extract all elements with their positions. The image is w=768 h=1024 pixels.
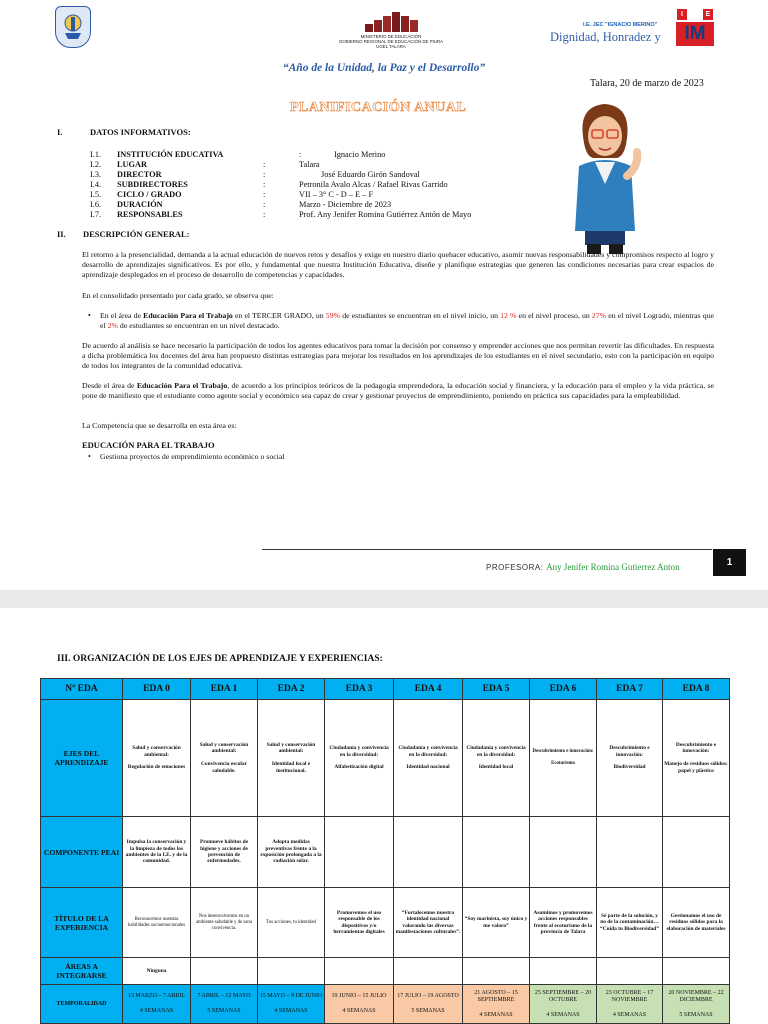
info-colon: :	[263, 210, 266, 219]
table-cell: Asumimos y promovemos acciones responsables frente al ecoturismo de la provincia de Talara	[530, 888, 597, 958]
competence-item: Gestiona proyectos de emprendimiento económico o social	[100, 452, 285, 461]
table-cell: Nos desenvolvemos en un ambiente saludable y de sana convivencia.	[191, 888, 258, 958]
results-text-1: En el área de	[100, 311, 144, 320]
section-3-title: III. ORGANIZACIÓN DE LOS EJES DE APRENDIZAJE Y EXPERIENCIAS:	[57, 654, 383, 664]
table-cell: Adopta medidas preventivas frente a la exposición prolongada a la radiación solar.	[258, 817, 325, 888]
temporality-weeks: 4 SEMANAS	[612, 1011, 647, 1018]
info-colon: :	[263, 180, 266, 189]
paragraph-analysis: De acuerdo al análisis se hace necesario la participación de todos los agentes educativos para tomar la decisión por consenso y emprender acciones que nos permitan revertir las dificultades. En respuesta a dicha problemática los docentes del área han propuesto distintas estrategias para mejorar los resultados en los aprendizajes de los estudiantes en el nivel secundario, esto con la participación en equipo de todos los integrantes de la comunidad educativa.	[82, 341, 714, 370]
table-cell	[597, 700, 663, 817]
temporality-cell	[597, 985, 663, 1024]
row-label: COMPONENTE PEAI	[41, 817, 123, 888]
temporality-range: 25 SEPTIEMBRE – 20 OCTUBRE	[534, 989, 592, 1003]
info-label: SUBDIRECTORES	[117, 180, 188, 189]
logo-letter-2: E	[703, 9, 713, 20]
header-cell: Nº EDA	[41, 679, 123, 700]
logo-letter-1: I	[677, 9, 687, 20]
info-label: RESPONSABLES	[117, 210, 183, 219]
header-cell: EDA 0	[123, 679, 191, 700]
table-cell	[530, 700, 597, 817]
eda-table	[40, 678, 730, 1024]
eje-top: Ciudadanía y convivencia en la diversidad:	[329, 745, 389, 758]
info-colon: :	[263, 170, 266, 179]
table-cell	[394, 817, 463, 888]
section-2-title-text: DESCRIPCIÓN GENERAL	[83, 229, 187, 239]
section-1-title: DATOS INFORMATIVOS:	[90, 127, 191, 137]
year-title: “Año de la Unidad, la Paz y el Desarrollo”	[282, 62, 486, 74]
row-label: ÁREAS A INTEGRARSE	[41, 958, 123, 985]
table-cell: Ninguna	[123, 958, 191, 985]
info-label: CICLO / GRADO	[117, 190, 182, 199]
temporality-weeks: 5 SEMANAS	[207, 1008, 241, 1014]
school-motto: Dignidad, Honradez y	[550, 30, 661, 44]
info-label: DIRECTOR	[117, 170, 162, 179]
paragraph-intro: El retorno a la presencialidad, demanda a la actual educación de nuevos retos y desafíos y exige en nuestro diario quehacer educativo, asumir nuevas responsabilidades y compromisos respecto al logro y desarrollo de aprendizajes significativos. Es por ello, y fundamental que nuestra Institución Educativa, diseñe y planifique estrategias que generen las condiciones necesarias para crear espacios de aprendizaje desplegados en el proceso de desarrollo de competencias y capacidades.	[82, 250, 714, 279]
table-row-temporality	[41, 985, 730, 1024]
table-cell: “Fortalecemos nuestra identidad nacional valorando las diversas manifestaciones culturales”.	[394, 888, 463, 958]
table-cell	[123, 700, 191, 817]
info-value: Marzo - Diciembre de 2023	[299, 200, 392, 209]
temporality-cell	[258, 985, 325, 1024]
results-pct-proceso: 12 %	[500, 311, 517, 320]
bullet-icon: •	[88, 452, 91, 461]
header-cell: EDA 5	[463, 679, 530, 700]
results-text-3: de estudiantes se encuentran en el nivel inicio, un	[340, 311, 501, 320]
table-cell	[663, 958, 730, 985]
eje-top: Ciudadanía y convivencia en la diversidad:	[398, 745, 458, 758]
temporality-range: 19 JUNIO – 15 JULIO	[331, 993, 387, 999]
eje-bottom: Identidad local	[478, 764, 514, 771]
ugel-logo-icon	[55, 6, 91, 48]
row-label: EJES DEL APRENDIZAJE	[41, 700, 123, 817]
document-date: Talara, 20 de marzo de 2023	[590, 78, 704, 89]
table-cell	[191, 700, 258, 817]
table-cell: Gestionamos el uso de residuos sólidos para la elaboración de materiales	[663, 888, 730, 958]
info-value: VII – 3° C - D – E – F	[299, 190, 374, 199]
area-name: Educación Para el Trabajo	[136, 381, 228, 390]
table-cell: Promovemos el uso responsable de los dispositivos y/o herramientas digitales	[325, 888, 394, 958]
ministry-logo-icon	[361, 10, 421, 32]
header-cell: EDA 1	[191, 679, 258, 700]
table-cell: “Soy marinista, soy único y me valoro”	[463, 888, 530, 958]
temporality-range: 15 MAYO – 9 DE JUNIO	[259, 993, 323, 999]
results-pct-logrado: 27%	[591, 311, 607, 320]
eje-top: Descubrimiento e innovación:	[532, 749, 594, 754]
footer-teacher-name: Any Jenifer Romina Gutierrez Anton	[546, 562, 680, 572]
table-cell	[463, 817, 530, 888]
temporality-weeks: 4 SEMANAS	[342, 1008, 376, 1014]
info-value: Petronila Avalo Alcas / Rafael Rivas Garrido	[299, 180, 448, 189]
header-cell: EDA 8	[663, 679, 730, 700]
table-cell	[258, 700, 325, 817]
eje-top: Salud y conservación ambiental:	[199, 741, 249, 755]
table-row-ejes	[41, 700, 730, 817]
table-cell	[191, 958, 258, 985]
info-label: DURACIÓN	[117, 200, 163, 209]
table-row-titles	[41, 888, 730, 958]
eje-bottom: Identidad local e institucional.	[271, 761, 311, 774]
temporality-cell	[123, 985, 191, 1024]
temporality-cell	[191, 985, 258, 1024]
section-2-number: II.	[57, 229, 66, 239]
temporality-cell	[663, 985, 730, 1024]
table-cell	[463, 700, 530, 817]
info-colon: :	[263, 160, 266, 169]
area-text-2: , de acuerdo a los principios teóricos de la pedagogía emprendedora, la educación social y financiera, y la educación para el empleo y la vida práctica, se pone de manifiesto que el estudiante como agente social y económico sea capaz de crear y gestionar proyectos de emprendimiento, poniendo en práctica sus capacidades para la empleabilidad.	[82, 381, 714, 400]
temporality-range: 17 JULIO – 19 AGOSTO	[397, 993, 459, 999]
table-cell: Sé parte de la solución, y no de la contaminación… “Cuida tu Biodiversidad”	[597, 888, 663, 958]
table-cell	[530, 817, 597, 888]
temporality-cell	[530, 985, 597, 1024]
temporality-cell	[325, 985, 394, 1024]
section-2-heading	[57, 229, 190, 239]
header-cell: EDA 7	[597, 679, 663, 700]
eje-top: Descubrimiento e innovación:	[609, 745, 650, 758]
temporality-weeks: 5 SEMANAS	[411, 1008, 445, 1014]
eje-bottom: Identidad nacional	[406, 764, 450, 771]
results-area: Educación Para el Trabajo	[143, 311, 233, 320]
school-logo-icon	[676, 8, 714, 46]
header-cell: EDA 4	[394, 679, 463, 700]
info-num: I.4.	[90, 180, 102, 189]
table-header-row	[41, 679, 730, 700]
table-cell	[394, 700, 463, 817]
table-cell	[325, 958, 394, 985]
table-row-areas	[41, 958, 730, 985]
results-text-5: en el nivel Logrado, mientras que el	[100, 311, 714, 330]
table-cell	[394, 958, 463, 985]
eje-bottom: Alfabetización digital	[334, 764, 384, 771]
table-cell: Promueve hábitos de higiene y acciones de prevención de enfermedades.	[191, 817, 258, 888]
info-num: I.6.	[90, 200, 102, 209]
info-colon: :	[263, 200, 266, 209]
temporality-range: 23 OCTUBRE – 17 NOVIEMBRE	[605, 989, 654, 1003]
area-title: EDUCACIÓN PARA EL TRABAJO	[82, 440, 215, 450]
table-cell	[325, 817, 394, 888]
table-cell: Impulsa la conservación y la limpieza de todos los ambientes de la I.E. y de la comunidad.	[123, 817, 191, 888]
temporality-cell	[463, 985, 530, 1024]
paragraph-results	[100, 311, 714, 331]
paragraph-area	[82, 381, 714, 401]
paragraph-consolidated: En el consolidado presentado por cada grado, se observa que:	[82, 291, 274, 300]
table-cell	[463, 958, 530, 985]
header-cell: EDA 3	[325, 679, 394, 700]
results-text-6: de estudiantes se encuentran en un nivel destacado.	[117, 321, 280, 330]
info-num: I.3.	[90, 170, 102, 179]
temporality-range: 20 NOVIEMBRE – 22 DICIEMBRE	[668, 989, 724, 1003]
footer-teacher	[486, 562, 680, 572]
section-2-title: DESCRIPCIÓN GENERAL:	[83, 229, 190, 239]
temporality-weeks: 4 SEMANAS	[139, 1008, 174, 1014]
document-title: PLANIFICACIÓN ANUAL	[290, 100, 467, 115]
info-value: Prof. Any Jenifer Romina Gutiérrez Antón de Mayo	[299, 210, 472, 219]
temporality-weeks: 5 SEMANAS	[679, 1011, 713, 1018]
info-num: I.2.	[90, 160, 102, 169]
eje-top: Ciudadanía y convivencia en la diversidad:	[466, 745, 526, 758]
table-row-peai	[41, 817, 730, 888]
info-label: INSTITUCIÓN EDUCATIVA	[117, 150, 224, 159]
eje-bottom: Biodiversidad	[613, 764, 646, 771]
ministry-line-2: GOBIERNO REGIONAL DE EDUCACIÓN DE PIURA	[338, 39, 444, 45]
table-cell	[663, 817, 730, 888]
temporality-range: 7 ABRIL – 12 MAYO	[197, 993, 251, 999]
temporality-range: 21 AGOSTO – 15 SEPTIEMBRE	[474, 989, 518, 1003]
teacher-avatar-icon	[565, 96, 645, 256]
area-text-1: Desde el área de	[82, 381, 137, 390]
section-1-title-text: DATOS INFORMATIVOS	[90, 127, 188, 137]
footer-divider	[262, 549, 712, 550]
eje-bottom: Ecoturismo	[551, 761, 575, 766]
info-num: I.1.	[90, 150, 102, 159]
info-num: I.5.	[90, 190, 102, 199]
page-number: 1	[713, 549, 746, 576]
temporality-weeks: 4 SEMANAS	[274, 1008, 308, 1014]
row-label: TEMPORALIDAD	[41, 985, 123, 1024]
results-pct-destacado: 2%	[107, 321, 118, 330]
section-1-heading	[57, 127, 191, 137]
table-cell: Tus acciones, tu identidad	[258, 888, 325, 958]
ministry-header	[318, 10, 464, 50]
results-text-4: en el nivel proceso, un	[516, 311, 592, 320]
table-cell	[663, 700, 730, 817]
row-label: TÍTULO DE LA EXPERIENCIA	[41, 888, 123, 958]
header-cell: EDA 6	[530, 679, 597, 700]
temporality-range: 13 MARZO – 7 ABRIL	[127, 993, 186, 999]
table-cell	[597, 817, 663, 888]
footer-label: PROFESORA:	[486, 563, 547, 572]
results-pct-inicio: 59%	[325, 311, 341, 320]
info-label: LUGAR	[117, 160, 147, 169]
info-value: Ignacio Merino	[334, 150, 386, 159]
eje-bottom: Manejo de residuos sólidos: papel y plástico	[664, 761, 728, 774]
temporality-weeks: 4 SEMANAS	[479, 1011, 513, 1018]
table-cell	[597, 958, 663, 985]
eje-bottom: Convivencia escolar saludable.	[201, 761, 247, 774]
table-cell	[325, 700, 394, 817]
ministry-line-3: UGEL TALARA	[376, 44, 406, 50]
table-cell: Reconocemos nuestras habilidades socioemocionales	[123, 888, 191, 958]
paragraph-competence: La Competencia que se desarrolla en esta área es:	[82, 421, 237, 430]
logo-text: IM	[676, 22, 714, 46]
eje-top: Salud y conservación ambiental:	[132, 745, 181, 758]
eje-bottom: Regulación de emociones	[127, 764, 186, 771]
eje-top: Descubrimiento e innovación:	[675, 741, 717, 755]
table-cell	[530, 958, 597, 985]
info-colon: :	[263, 190, 266, 199]
ministry-line-1: MINISTERIO DE EDUCACIÓN	[360, 34, 422, 39]
section-1-number: I.	[57, 127, 63, 137]
bullet-icon: •	[88, 311, 91, 320]
info-value: Talara	[299, 160, 320, 169]
temporality-cell	[394, 985, 463, 1024]
info-value: José Eduardo Girón Sandoval	[321, 170, 420, 179]
info-colon: :	[299, 150, 302, 159]
school-name: I.E. JEC "IGNACIO MERINO"	[583, 22, 658, 28]
eje-top: Salud y conservación ambiental:	[266, 741, 316, 755]
info-num: I.7.	[90, 210, 102, 219]
results-text-2: en el TERCER GRADO, un	[232, 311, 326, 320]
header-cell: EDA 2	[258, 679, 325, 700]
table-cell	[258, 958, 325, 985]
temporality-weeks: 4 SEMANAS	[546, 1011, 580, 1018]
